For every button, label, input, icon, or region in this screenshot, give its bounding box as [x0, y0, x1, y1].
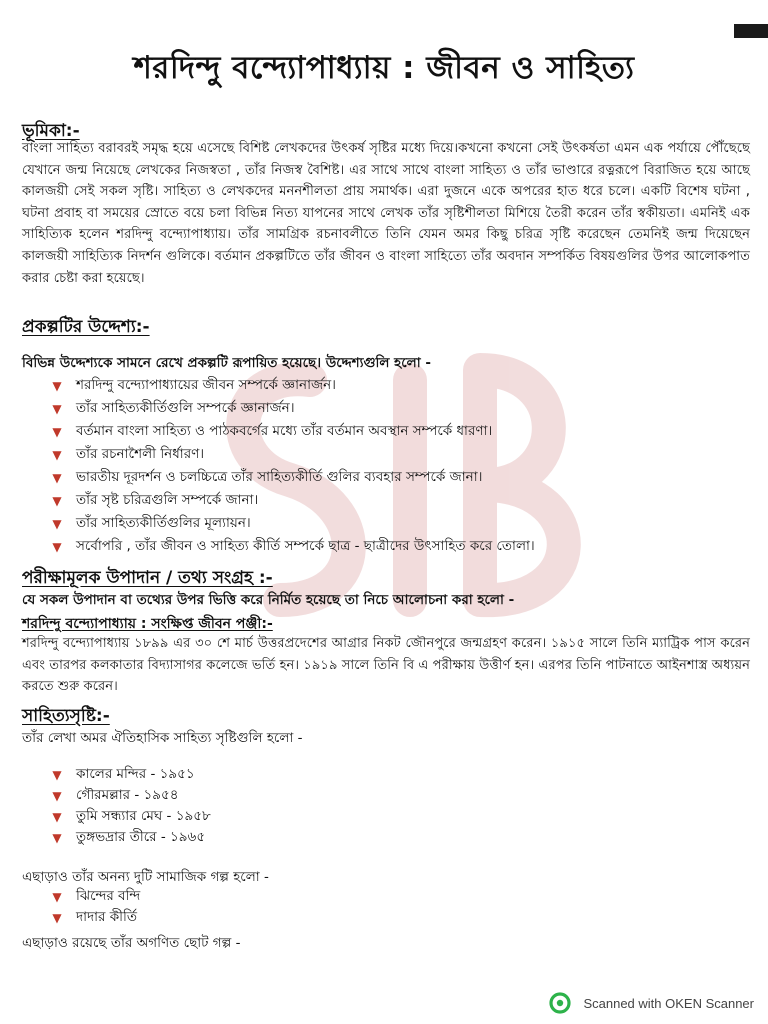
social-works-list — [50, 886, 750, 928]
arrow-bullet-icon: ▼ — [52, 470, 62, 485]
list-item-text: শরদিন্দু বন্দ্যোপাধ্যায়ের জীবন সম্পর্কে জ্ঞানার্জন। — [76, 377, 336, 393]
page-title: শরদিন্দু বন্দ্যোপাধ্যায় : জীবন ও সাহিত্য — [133, 50, 635, 86]
arrow-bullet-icon: ▼ — [52, 809, 62, 824]
scanner-text: Scanned with OKEN Scanner — [583, 995, 754, 1011]
arrow-bullet-icon: ▼ — [52, 493, 62, 508]
arrow-bullet-icon: ▼ — [52, 401, 62, 416]
list-item — [50, 785, 750, 806]
objectives-lead: বিভিন্ন উদ্দেশ্যকে সামনে রেখে প্রকল্পটি রূপায়িত হয়েছে। উদ্দেশ্যগুলি হলো - — [22, 355, 431, 371]
list-item — [50, 827, 750, 848]
data-collection-heading: পরীক্ষামূলক উপাদান / তথ্য সংগ্রহ :- — [22, 568, 273, 588]
arrow-bullet-icon: ▼ — [52, 910, 62, 925]
list-item-text: তাঁর রচনাশৈলী নির্ধারণ। — [76, 446, 205, 462]
arrow-bullet-icon: ▼ — [52, 788, 62, 803]
list-item — [50, 886, 750, 907]
arrow-bullet-icon: ▼ — [52, 889, 62, 904]
intro-paragraph: বাংলা সাহিত্য বরাবরই সমৃদ্ধ হয়ে এসেছে বিশিষ্ট লেখকদের উৎকর্ষ সৃষ্টির মধ্যে দিয়ে।কখনো কখনো সেই উৎকর্ষতা এমন এক পর্যায়ে পৌঁছেছে যেখানে জন্ম নিয়েছে লেখকের নিজস্বতা , তাঁর নিজস্ব বৈশিষ্ট। এর সাথে সাথে বাংলা সাহিত্য ও তাঁর ভাণ্ডারে রত্নরূপে বিরাজিত হয়ে আছে কালজয়ী সেই সকল সৃষ্টি। সাহিত্য ও লেখকদের মননশীলতা প্রায় সমার্থক। এরা দুজনে একে অপরের হাত ধরে চলে। একটি বিশেষ ঘটনা , ঘটনা প্রবাহ বা সময়ের স্রোতে বয়ে চলা বিভিন্ন নিত্য যাপনের সাথে লেখক তাঁর সৃষ্টিশীলতা মিশিয়ে তৈরী করেন তাঁর স্বকীয়তা। এমনিই এক সাহিত্যিক হলেন শরদিন্দু বন্দ্যোপাধ্যায়। তাঁর সামগ্রিক রচনাবলীতে তিনি যেমন অমর কিছু চরিত্র সৃষ্টি করেছেন তেমনিই জন্ম দিয়েছেন কালজয়ী সাহিত্যিক নিদর্শন গুলিকে। বর্তমান প্রকল্পটিতে তাঁর জীবন ও বাংলা সাহিত্যে তাঁর অবদান সম্পর্কিত বিষয়গুলির উপর আলোকপাত করার চেষ্টা করা হয়েছে। — [22, 141, 750, 286]
list-item-text: গৌরমল্লার - ১৯৫৪ — [76, 787, 179, 803]
list-item — [50, 764, 750, 785]
closing-line: এছাড়াও রয়েছে তাঁর অগণিত ছোট গল্প - — [22, 935, 241, 951]
arrow-bullet-icon: ▼ — [52, 516, 62, 531]
list-item-text: তাঁর সাহিত্যকীর্তিগুলি সম্পর্কে জ্ঞানার্জন। — [76, 400, 295, 416]
list-item — [50, 489, 750, 512]
data-collection-lead: যে সকল উপাদান বা তথ্যের উপর ভিত্তি করে নির্মিত হয়েছে তা নিচে আলোচনা করা হলো - — [22, 592, 515, 608]
list-item-text: সর্বোপরি , তাঁর জীবন ও সাহিত্য কীর্তি সম্পর্কে ছাত্র - ছাত্রীদের উৎসাহিত করে তোলা। — [76, 538, 535, 554]
list-item-text: ভারতীয় দূরদর্শন ও চলচ্চিত্রে তাঁর সাহিত্যকীর্তি গুলির ব্যবহার সম্পর্কে জানা। — [76, 469, 483, 485]
literature-lead: তাঁর লেখা অমর ঐতিহাসিক সাহিত্য সৃষ্টিগুলি হলো - — [22, 730, 303, 746]
list-item-text: বর্তমান বাংলা সাহিত্য ও পাঠকবর্গের মধ্যে তাঁর বর্তমান অবস্থান সম্পর্কে ধারণা। — [76, 423, 493, 439]
literature-heading: সাহিত্যসৃষ্টি:- — [22, 706, 110, 726]
objectives-heading: প্রকল্পটির উদ্দেশ্য:- — [22, 317, 150, 337]
corner-bar — [734, 24, 768, 38]
list-item — [50, 466, 750, 489]
arrow-bullet-icon: ▼ — [52, 539, 62, 554]
list-item-text: ঝিন্দের বন্দি — [76, 888, 141, 904]
list-item — [50, 806, 750, 827]
arrow-bullet-icon: ▼ — [52, 830, 62, 845]
biography-paragraph: শরদিন্দু বন্দ্যোপাধ্যায় ১৮৯৯ এর ৩০ শে মার্চ উত্তরপ্রদেশের আগ্রার নিকট জৌনপুরে জন্মগ্রহণ করেন। ১৯১৫ সালে তিনি ম্যাট্রিক পাস করেন এবং তারপর কলকাতার বিদ্যাসাগর কলেজে ভর্তি হন। ১৯১৯ সালে তিনি বি এ পরীক্ষায় উত্তীর্ণ হন। এরপর তিনি পাটনাতে আইনশাস্ত্র অধ্যয়ন করতে শুরু করেন। — [22, 636, 750, 695]
biography-sub-heading: শরদিন্দু বন্দ্যোপাধ্যায় : সংক্ষিপ্ত জীবন পঞ্জী:- — [22, 616, 273, 632]
list-item-text: তুমি সন্ধ্যার মেঘ - ১৯৫৮ — [76, 808, 211, 824]
scanner-footer — [549, 992, 754, 1014]
intro-heading: ভূমিকা:- — [22, 121, 80, 141]
social-works-lead: এছাড়াও তাঁর অনন্য দুটি সামাজিক গল্প হলো - — [22, 869, 269, 885]
oken-scanner-logo-icon — [549, 992, 571, 1014]
arrow-bullet-icon: ▼ — [52, 378, 62, 393]
list-item-text: কালের মন্দির - ১৯৫১ — [76, 766, 195, 782]
list-item-text: তাঁর সাহিত্যকীর্তিগুলির মূল্যায়ন। — [76, 515, 251, 531]
arrow-bullet-icon: ▼ — [52, 767, 62, 782]
historical-works-list — [50, 764, 750, 848]
list-item — [50, 374, 750, 397]
arrow-bullet-icon: ▼ — [52, 447, 62, 462]
list-item — [50, 443, 750, 466]
list-item — [50, 397, 750, 420]
list-item — [50, 907, 750, 928]
list-item — [50, 420, 750, 443]
list-item-text: তাঁর সৃষ্ট চরিত্রগুলি সম্পর্কে জানা। — [76, 492, 259, 508]
list-item — [50, 535, 750, 558]
list-item-text: দাদার কীর্তি — [76, 909, 138, 925]
list-item — [50, 512, 750, 535]
arrow-bullet-icon: ▼ — [52, 424, 62, 439]
objectives-list — [50, 374, 750, 558]
list-item-text: তুঙ্গভদ্রার তীরে - ১৯৬৫ — [76, 829, 206, 845]
